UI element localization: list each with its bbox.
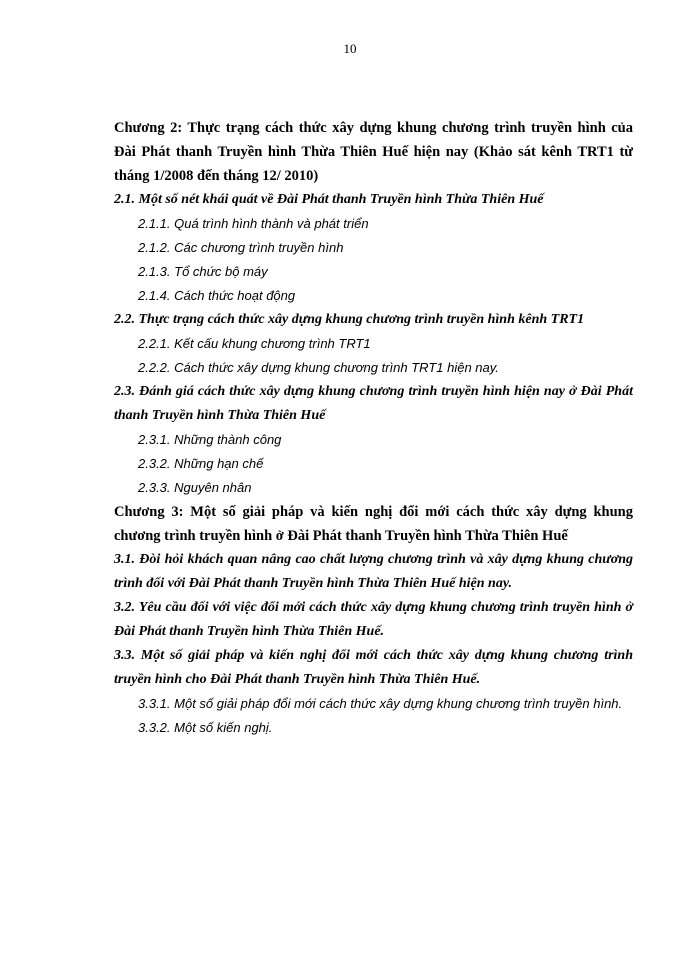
subsection-2-3-3: 2.3.3. Nguyên nhân <box>138 480 252 495</box>
subsection-2-2-1: 2.2.1. Kết cấu khung chương trình TRT1 <box>138 336 371 351</box>
subsection-2-1-2: 2.1.2. Các chương trình truyền hình <box>138 240 344 255</box>
subsection-2-1-3: 2.1.3. Tổ chức bộ máy <box>138 264 268 279</box>
subsection-3-3-1: 3.3.1. Một số giải pháp đổi mới cách thức xây dựng khung chương trình truyền hình. <box>138 696 623 711</box>
subsection-2-1-1: 2.1.1. Quá trình hình thành và phát triển <box>138 216 369 231</box>
subsection-2-3-1: 2.3.1. Những thành công <box>138 432 282 447</box>
chapter-3-heading: Chương 3: Một số giải pháp và kiến nghị đổi mới cách thức xây dựng khung chương trình truyền hình ở Đài Phát thanh Truyền hình Thừa Thiên Huế <box>114 504 633 544</box>
subsection-2-1-4: 2.1.4. Cách thức hoạt động <box>138 288 296 303</box>
section-2-3-heading: 2.3. Đánh giá cách thức xây dựng khung chương trình truyền hình hiện nay ở Đài Phát thanh Truyền hình Thừa Thiên Huế <box>114 384 633 423</box>
chapter-2-heading: Chương 2: Thực trạng cách thức xây dựng khung chương trình truyền hình của Đài Phát thanh Truyền hình Thừa Thiên Huế hiện nay (Khảo sát kênh TRT1 từ tháng 1/2008 đến tháng 12/ 2010) <box>114 120 633 184</box>
section-3-3-heading: 3.3. Một số giải pháp và kiến nghị đổi mới cách thức xây dựng khung chương trình truyền hình cho Đài Phát thanh Truyền hình Thừa Thiên Huế. <box>114 648 633 687</box>
section-3-2-heading: 3.2. Yêu cầu đối với việc đổi mới cách thức xây dựng khung chương trình truyền hình ở Đài Phát thanh Truyền hình Thừa Thiên Huế. <box>114 600 633 639</box>
subsection-2-3-2: 2.3.2. Những hạn chế <box>138 456 264 471</box>
section-2-2-heading: 2.2. Thực trạng cách thức xây dựng khung chương trình truyền hình kênh TRT1 <box>114 312 585 327</box>
section-3-1-heading: 3.1. Đòi hỏi khách quan nâng cao chất lượng chương trình và xây dựng khung chương trình đối với Đài Phát thanh Truyền hình Thừa Thiên Huế hiện nay. <box>114 552 633 591</box>
subsection-2-2-2: 2.2.2. Cách thức xây dựng khung chương trình TRT1 hiện nay. <box>138 360 499 375</box>
section-2-1-heading: 2.1. Một số nét khái quát về Đài Phát thanh Truyền hình Thừa Thiên Huế <box>114 192 544 207</box>
subsection-3-3-2: 3.3.2. Một số kiến nghị. <box>138 720 273 735</box>
page-number: 10 <box>343 41 357 56</box>
table-of-contents <box>114 116 633 740</box>
